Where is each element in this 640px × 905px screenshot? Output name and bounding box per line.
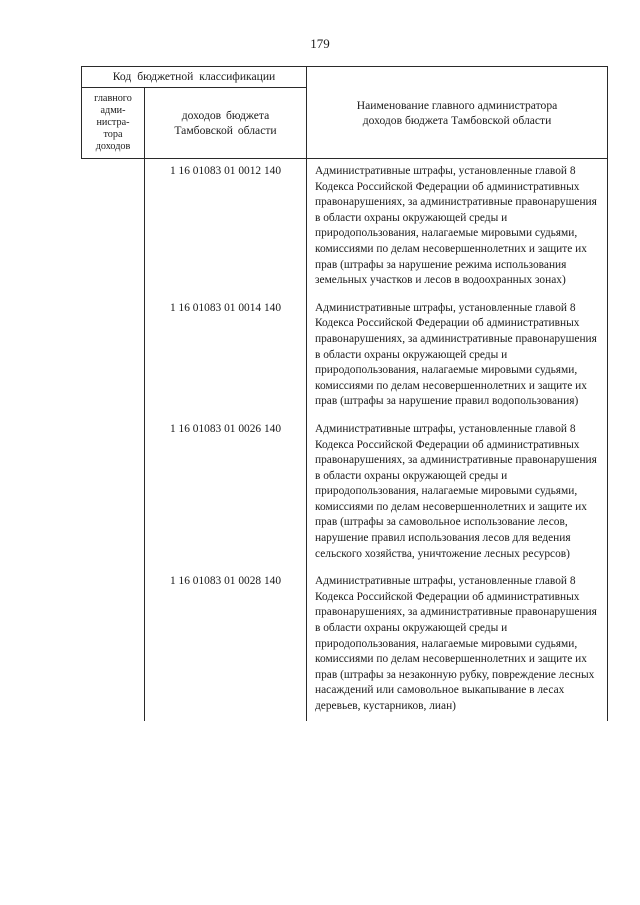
table-row <box>82 420 608 572</box>
header-admin-line: доходов <box>95 141 131 152</box>
admin-code-cell <box>82 299 145 420</box>
admin-code-cell <box>82 420 145 572</box>
admin-code-cell <box>82 162 145 299</box>
table-row <box>82 572 608 720</box>
description-cell: Административные штрафы, установленные главой 8 Кодекса Российской Федерации об административных правонарушениях, за административные правонарушения в области охраны окружающей среды и природопользования, налагаемые мировыми судьями, комиссиями по делам несовершеннолетних и защите их прав (штрафы за нарушение правил водопользования) <box>307 299 608 420</box>
header-income-line: доходов бюджета <box>181 109 270 122</box>
description-cell: Административные штрафы, установленные главой 8 Кодекса Российской Федерации об административных правонарушениях, за административные правонарушения в области охраны окружающей среды и природопользования, налагаемые мировыми судьями, комиссиями по делам несовершеннолетних и защите их прав (штрафы за незаконную рубку, повреждение лесных насаждений или самовольное выкапывание в лесах деревьев, кустарников, лиан) <box>307 572 608 720</box>
page-number: 179 <box>310 36 330 51</box>
header-admin-line: адми- <box>100 105 126 116</box>
income-code-cell: 1 16 01083 01 0014 140 <box>145 299 307 420</box>
header-administrator-name <box>307 67 608 159</box>
income-code-cell: 1 16 01083 01 0012 140 <box>145 162 307 299</box>
header-income-line: Тамбовской области <box>174 124 277 137</box>
table-row <box>82 299 608 420</box>
income-code-cell: 1 16 01083 01 0026 140 <box>145 420 307 572</box>
description-cell: Административные штрафы, установленные главой 8 Кодекса Российской Федерации об административных правонарушениях, за административные правонарушения в области охраны окружающей среды и природопользования, налагаемые мировыми судьями, комиссиями по делам несовершеннолетних и защите их прав (штрафы за нарушение режима использования земельных участков и лесов в водоохранных зонах) <box>307 162 608 299</box>
header-budget-classification-code: Код бюджетной классификации <box>82 67 307 88</box>
budget-classification-table <box>81 66 608 721</box>
table-row <box>82 162 608 299</box>
income-code-cell: 1 16 01083 01 0028 140 <box>145 572 307 720</box>
header-regional-budget-income <box>145 88 307 159</box>
header-admin-line: нистра- <box>96 117 130 128</box>
header-admin-line: тора <box>103 129 123 140</box>
description-cell: Административные штрафы, установленные главой 8 Кодекса Российской Федерации об административных правонарушениях, за административные правонарушения в области охраны окружающей среды и природопользования, налагаемые мировыми судьями, комиссиями по делам несовершеннолетних и защите их прав (штрафы за самовольное использование лесов, нарушение правил использования лесов для ведения сельского хозяйства, уничтожение лесных ресурсов) <box>307 420 608 572</box>
admin-code-cell <box>82 572 145 720</box>
header-name-line: Наименование главного администратора <box>356 98 558 112</box>
header-name-line: доходов бюджета Тамбовской области <box>362 113 552 127</box>
header-admin-line: главного <box>94 93 132 104</box>
header-chief-administrator <box>82 88 145 159</box>
